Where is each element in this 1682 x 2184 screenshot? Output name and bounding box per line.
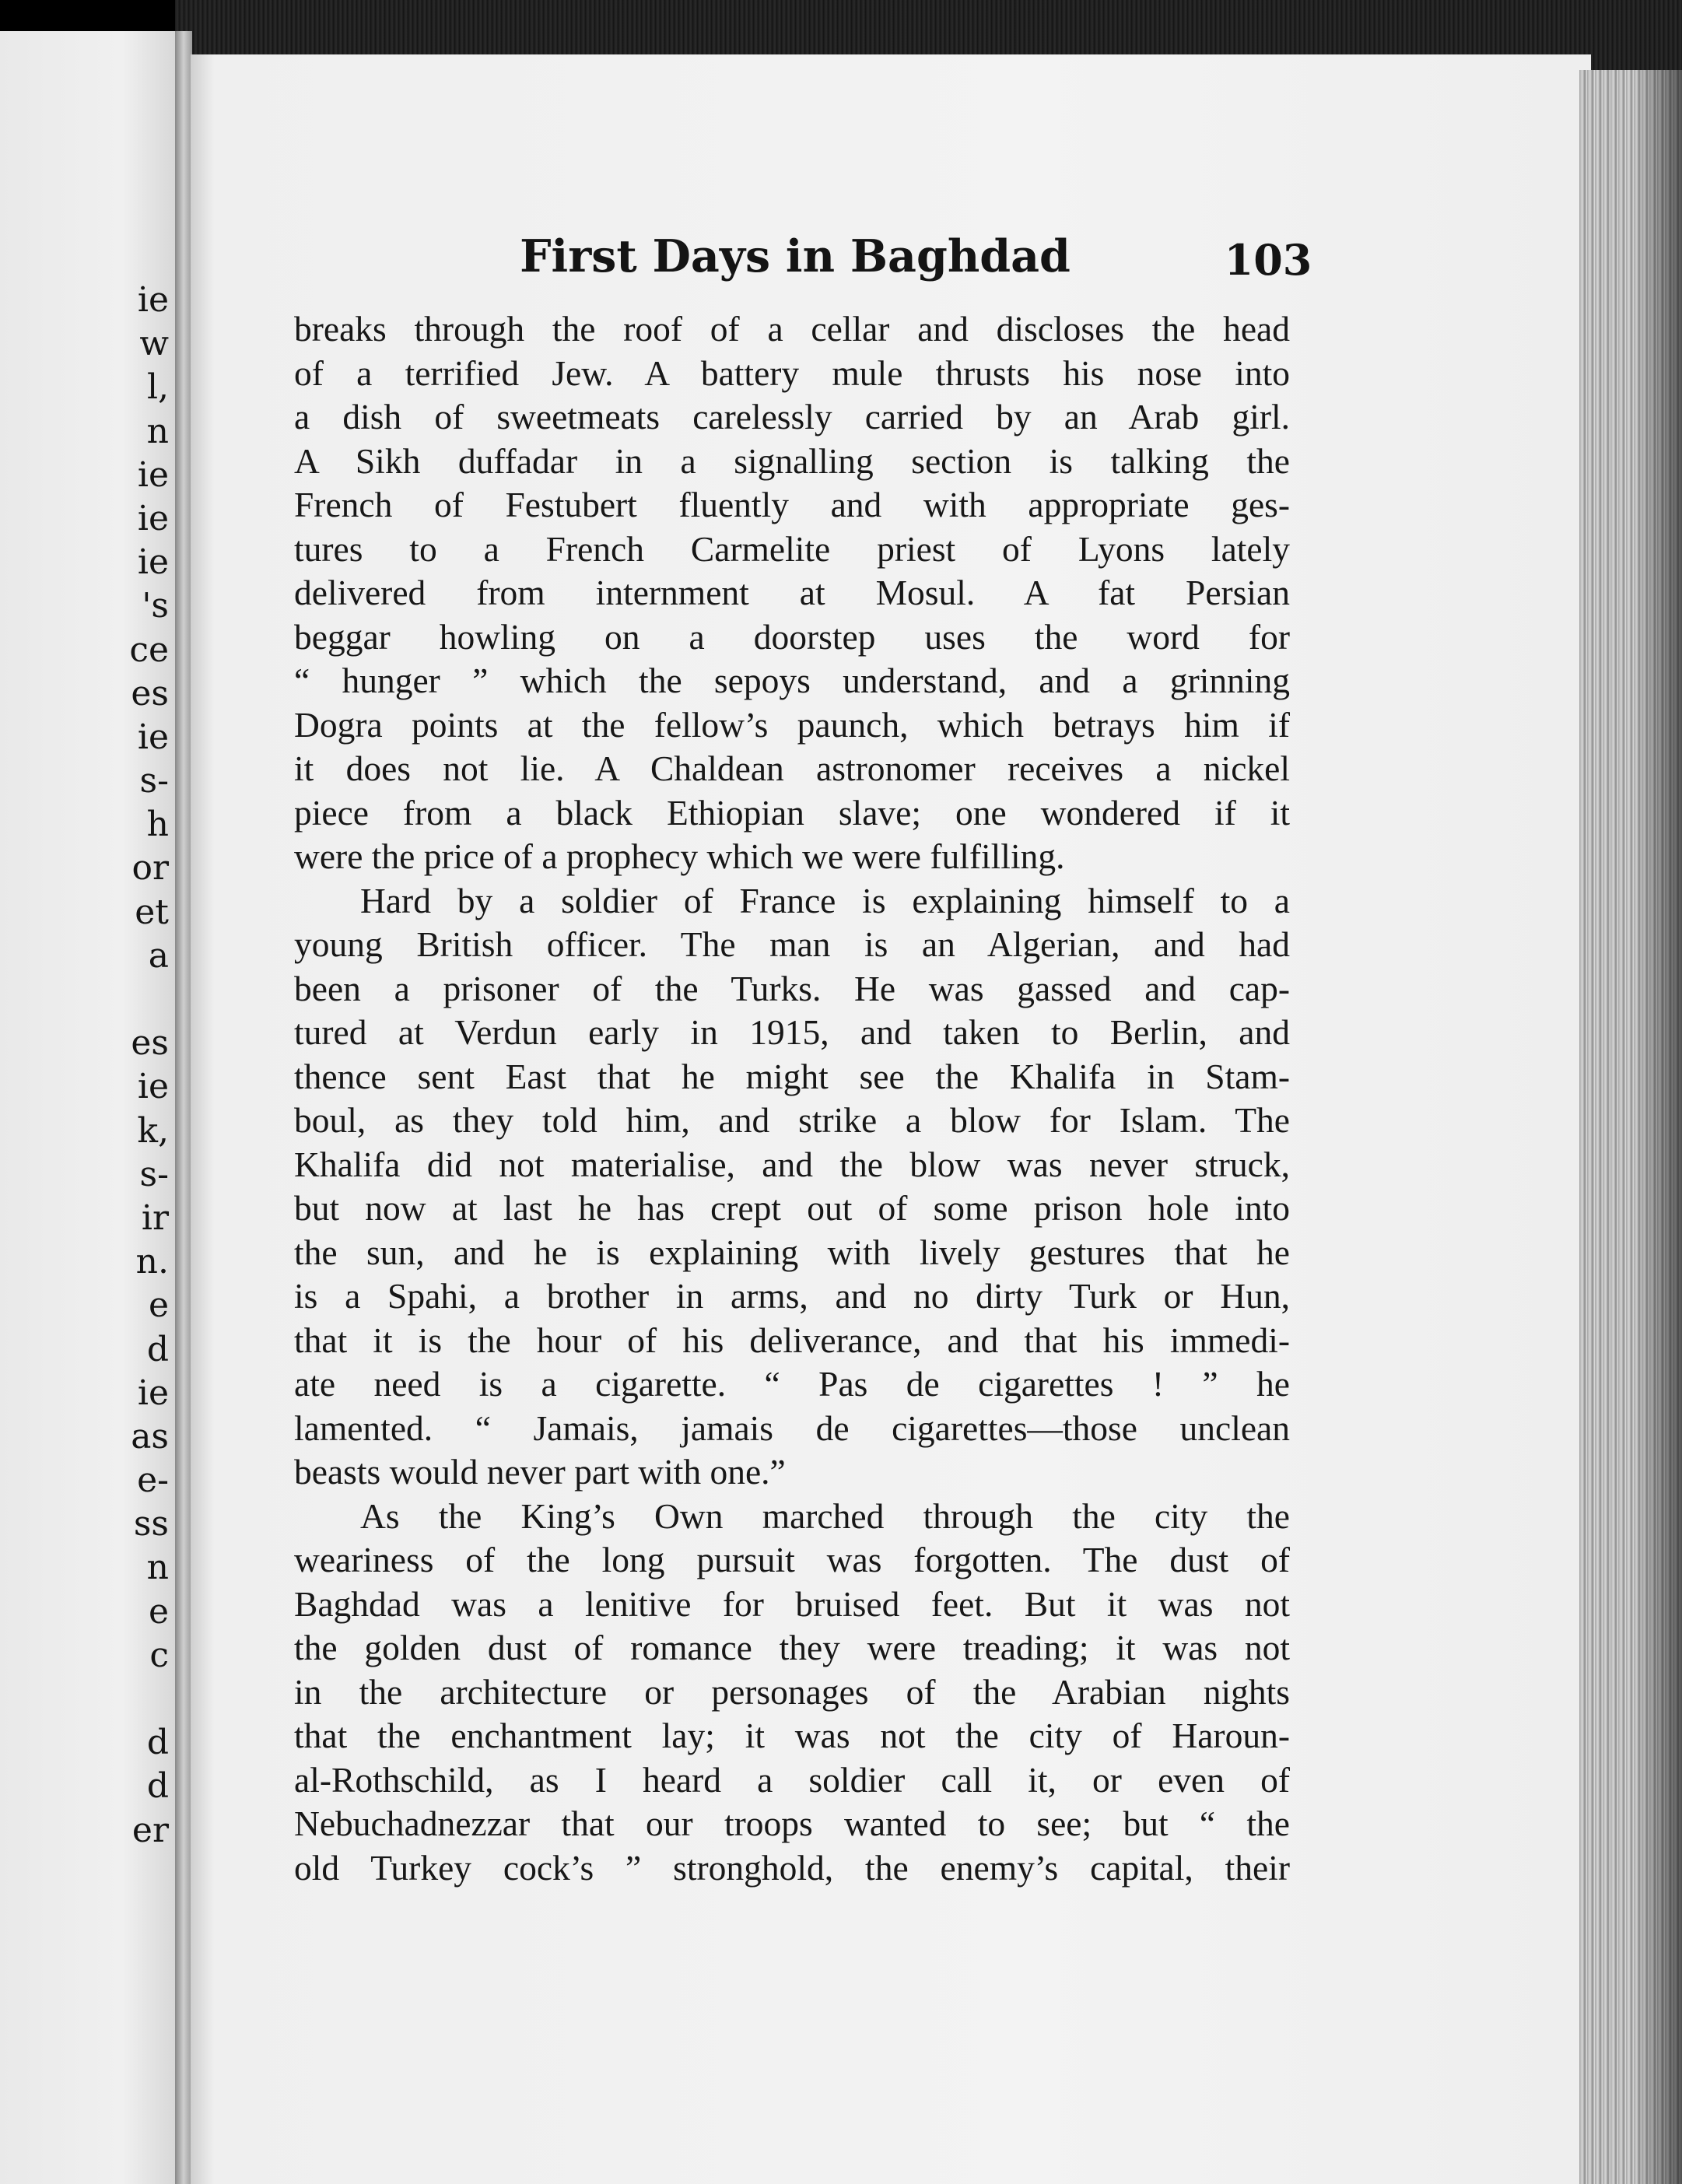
text-line: As the King’s Own marched through the city the (360, 1495, 1290, 1536)
facing-page-fragment: e- (137, 1460, 169, 1501)
text-line: ate need is a cigarette. “ Pas de cigarettes ! ” he (294, 1364, 1290, 1404)
facing-page-fragment: es (131, 673, 169, 713)
facing-page-fragment: et (135, 892, 169, 932)
facing-page-fragment: s- (139, 761, 169, 801)
facing-page-fragment: s- (139, 1154, 169, 1194)
facing-page-fragment: 's (142, 586, 169, 626)
text-line: beggar howling on a doorstep uses the word for (294, 616, 1290, 657)
facing-page-fragment: n (146, 411, 169, 451)
text-line: thence sent East that he might see the Khalifa in Stam- (294, 1056, 1290, 1096)
facing-page-fragment: k, (137, 1110, 169, 1151)
text-line: that it is the hour of his deliverance, and that his immedi- (294, 1320, 1290, 1360)
facing-page-fragment: l, (146, 367, 169, 408)
facing-page-fragment: or (131, 848, 169, 889)
text-line: breaks through the roof of a cellar and discloses the head (294, 309, 1290, 349)
text-line: delivered from internment at Mosul. A fat Persian (294, 573, 1290, 612)
text-line: piece from a black Ethiopian slave; one wondered if it (294, 792, 1290, 833)
text-line: that the enchantment lay; it was not the city of Haroun- (294, 1716, 1290, 1755)
text-line: is a Spahi, a brother in arms, and no dirty Turk or Hun, (294, 1276, 1290, 1316)
text-line: of a terrified Jew. A battery mule thrusts his nose into (294, 352, 1290, 393)
text-line: tures to a French Carmelite priest of Lyons lately (294, 528, 1290, 569)
text-line: the sun, and he is explaining with lively gestures that he (294, 1232, 1290, 1272)
book-gutter (175, 31, 192, 2184)
facing-page-fragment: w (139, 324, 169, 364)
facing-page-fragment: ss (133, 1504, 169, 1544)
facing-page-text-fragments (114, 279, 169, 1853)
facing-page-fragment: h (146, 805, 169, 845)
text-line: a dish of sweetmeats carelessly carried by an Arab girl. (294, 397, 1290, 436)
facing-page-left (0, 31, 175, 2184)
facing-page-fragment: a (148, 935, 169, 976)
body-text (294, 307, 1290, 1890)
text-line: tured at Verdun early in 1915, and taken to Berlin, and (294, 1012, 1290, 1052)
facing-page-fragment: d (146, 1766, 169, 1807)
facing-page-fragment: ie (137, 1067, 169, 1107)
facing-page-fragment: n (146, 1548, 169, 1588)
facing-page-fragment: ie (137, 280, 169, 320)
text-line: beasts would never part with one.” (294, 1452, 786, 1492)
text-line: the golden dust of romance they were treading; it was not (294, 1628, 1290, 1667)
text-line: been a prisoner of the Turks. He was gassed and cap- (294, 968, 1290, 1008)
text-line: French of Festubert fluently and with appropriate ges- (294, 485, 1290, 524)
running-head: First Days in Baghdad (520, 230, 1071, 282)
text-line: young British officer. The man is an Algerian, and had (294, 924, 1290, 964)
facing-page-fragment: ie (137, 498, 169, 538)
text-line: “ hunger ” which the sepoys understand, and a grinning (294, 661, 1290, 700)
text-line: Nebuchadnezzar that our troops wanted to see; but “ the (294, 1804, 1290, 1843)
facing-page-fragment: d (146, 1723, 169, 1763)
page-number: 103 (1224, 235, 1312, 285)
text-line: Hard by a soldier of France is explaining himself to a (360, 880, 1290, 920)
text-line: Baghdad was a lenitive for bruised feet. But it was not (294, 1583, 1290, 1624)
text-line: weariness of the long pursuit was forgotten. The dust of (294, 1540, 1290, 1579)
facing-page-fragment (114, 978, 169, 1022)
text-line: but now at last he has crept out of some prison hole into (294, 1188, 1290, 1228)
facing-page-fragment: d (146, 1329, 169, 1369)
facing-page-fragment: er (131, 1810, 169, 1850)
edge-shadow (1634, 70, 1682, 2184)
text-line: Dogra points at the fellow’s paunch, which betrays him if (294, 704, 1290, 745)
text-line: old Turkey cock’s ” stronghold, the enemy’s capital, their (294, 1847, 1290, 1888)
text-line: boul, as they told him, and strike a blow for Islam. The (294, 1100, 1290, 1140)
facing-page-fragment: ce (129, 629, 169, 670)
text-line: lamented. “ Jamais, jamais de cigarettes—those unclean (294, 1408, 1290, 1448)
text-line: it does not lie. A Chaldean astronomer receives a nickel (294, 748, 1290, 788)
text-line: al-Rothschild, as I heard a soldier call it, or even of (294, 1759, 1290, 1800)
text-line: were the price of a prophecy which we were fulfilling. (294, 836, 1065, 876)
facing-page-fragment: c (149, 1635, 169, 1675)
facing-page-fragment (114, 1677, 169, 1721)
facing-page-fragment: ir (141, 1197, 169, 1238)
facing-page-fragment: ie (137, 717, 169, 757)
text-line: Khalifa did not materialise, and the blow was never struck, (294, 1144, 1290, 1184)
facing-page-fragment: ie (137, 542, 169, 583)
facing-page-fragment: n. (135, 1242, 169, 1282)
facing-page-fragment: e (148, 1591, 169, 1632)
facing-page-fragment: e (148, 1285, 169, 1326)
facing-page-fragment: es (131, 1023, 169, 1064)
facing-page-fragment: as (131, 1416, 169, 1457)
text-line: in the architecture or personages of the Arabian nights (294, 1671, 1290, 1712)
facing-page-fragment: ie (137, 1372, 169, 1413)
text-line: A Sikh duffadar in a signalling section is talking the (294, 440, 1290, 481)
facing-page-fragment: ie (137, 454, 169, 495)
